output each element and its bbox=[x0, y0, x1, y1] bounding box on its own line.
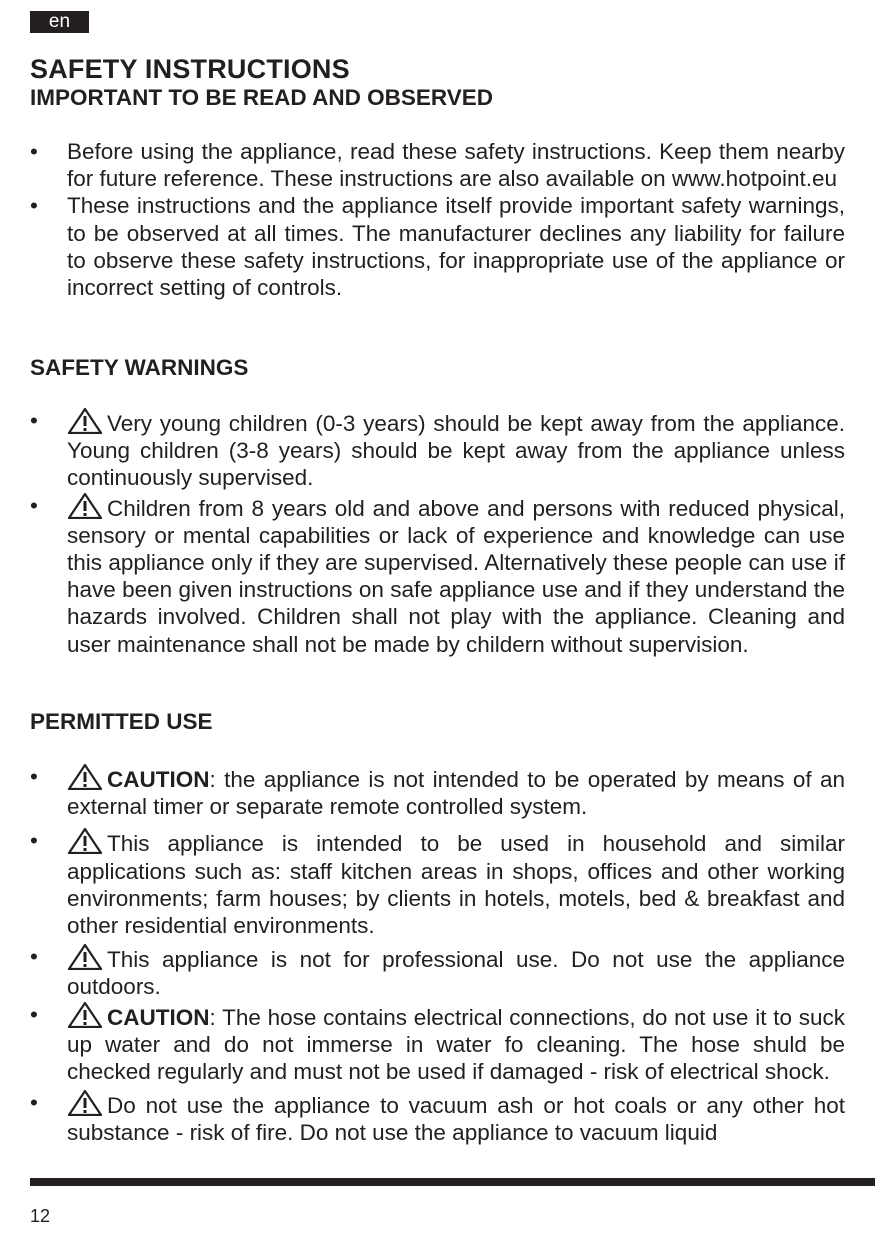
list-item bbox=[30, 1089, 845, 1146]
warning-text-2: Children from 8 years old and above and persons with reduced physical, sensory or mental capabilities or lack of experience and knowledge can use this appliance only if they are supervised. Alternatively these people can use if have been given instructions on safe appliance use and if they understand the hazards involved. Children shall not play with the appliance. Cleaning and user maintenance shall not be made by childern without supervision. bbox=[67, 495, 845, 657]
bullet: • bbox=[30, 944, 38, 970]
list-item bbox=[30, 492, 845, 658]
intro-text-2: These instructions and the appliance itself provide important safety warnings, to be observed at all times. The manufacturer declines any liability for failure to observe these safety instructions, for inappropriate use of the appliance or incorrect setting of controls. bbox=[67, 193, 845, 301]
list-item bbox=[30, 138, 845, 192]
list-item bbox=[30, 1001, 845, 1086]
list-item bbox=[30, 763, 845, 820]
footer-rule bbox=[30, 1178, 875, 1186]
language-tag: en bbox=[30, 11, 89, 33]
intro-list bbox=[30, 138, 845, 301]
warning-triangle-icon bbox=[67, 1089, 103, 1116]
bullet: • bbox=[30, 764, 38, 789]
page-title: SAFETY INSTRUCTIONS bbox=[30, 54, 350, 84]
bullet: • bbox=[30, 1001, 38, 1027]
safety-warnings-heading: SAFETY WARNINGS bbox=[30, 355, 249, 380]
page-number: 12 bbox=[30, 1206, 51, 1226]
warning-triangle-icon bbox=[67, 943, 103, 970]
warning-triangle-icon bbox=[67, 407, 103, 434]
page-subtitle: IMPORTANT TO BE READ AND OBSERVED bbox=[30, 85, 493, 110]
bullet: • bbox=[30, 1090, 38, 1116]
caution-label: CAUTION bbox=[107, 767, 210, 792]
intro-text-1: Before using the appliance, read these safety instructions. Keep them nearby for future reference. These instructions are also available on www.hotpoint.eu bbox=[67, 139, 845, 192]
list-item bbox=[30, 943, 845, 1000]
warning-triangle-icon bbox=[67, 492, 103, 519]
permitted-use-list bbox=[30, 763, 845, 1147]
warning-triangle-icon bbox=[67, 827, 103, 854]
permitted-text-1: : the appliance is not intended to be operated by means of an external timer or separate remote controlled system. bbox=[67, 767, 845, 820]
bullet: • bbox=[30, 408, 38, 433]
permitted-use-heading: PERMITTED USE bbox=[30, 709, 213, 734]
list-item bbox=[30, 827, 845, 939]
warning-text-1: Very young children (0-3 years) should be kept away from the appliance. Young children (3-8 years) should be kept away from the appliance unless continuously supervised. bbox=[67, 411, 845, 491]
list-item bbox=[30, 407, 845, 492]
permitted-text-4: : The hose contains electrical connections, do not use it to suck up water and do not immerse in water fo cleaning. The hose shuld be checked regularly and must not be used if damaged - risk of electrical shock. bbox=[67, 1004, 845, 1085]
bullet: • bbox=[30, 139, 38, 164]
safety-warnings-list bbox=[30, 407, 845, 658]
warning-triangle-icon bbox=[67, 1001, 103, 1028]
permitted-text-3: This appliance is not for professional use. Do not use the appliance outdoors. bbox=[67, 947, 845, 1000]
permitted-text-2: This appliance is intended to be used in household and similar applications such as: staff kitchen areas in shops, offices and other working environments; farm houses; by clients in hotels, motels, bed & breakfast and other residential environments. bbox=[67, 831, 845, 939]
bullet: • bbox=[30, 828, 38, 854]
caution-label: CAUTION bbox=[107, 1004, 210, 1030]
permitted-text-5: Do not use the appliance to vacuum ash or hot coals or any other hot substance - risk of fire. Do not use the appliance to vacuum liquid bbox=[67, 1093, 845, 1146]
warning-triangle-icon bbox=[67, 763, 103, 790]
list-item bbox=[30, 192, 845, 301]
bullet: • bbox=[30, 193, 38, 219]
bullet: • bbox=[30, 492, 38, 518]
